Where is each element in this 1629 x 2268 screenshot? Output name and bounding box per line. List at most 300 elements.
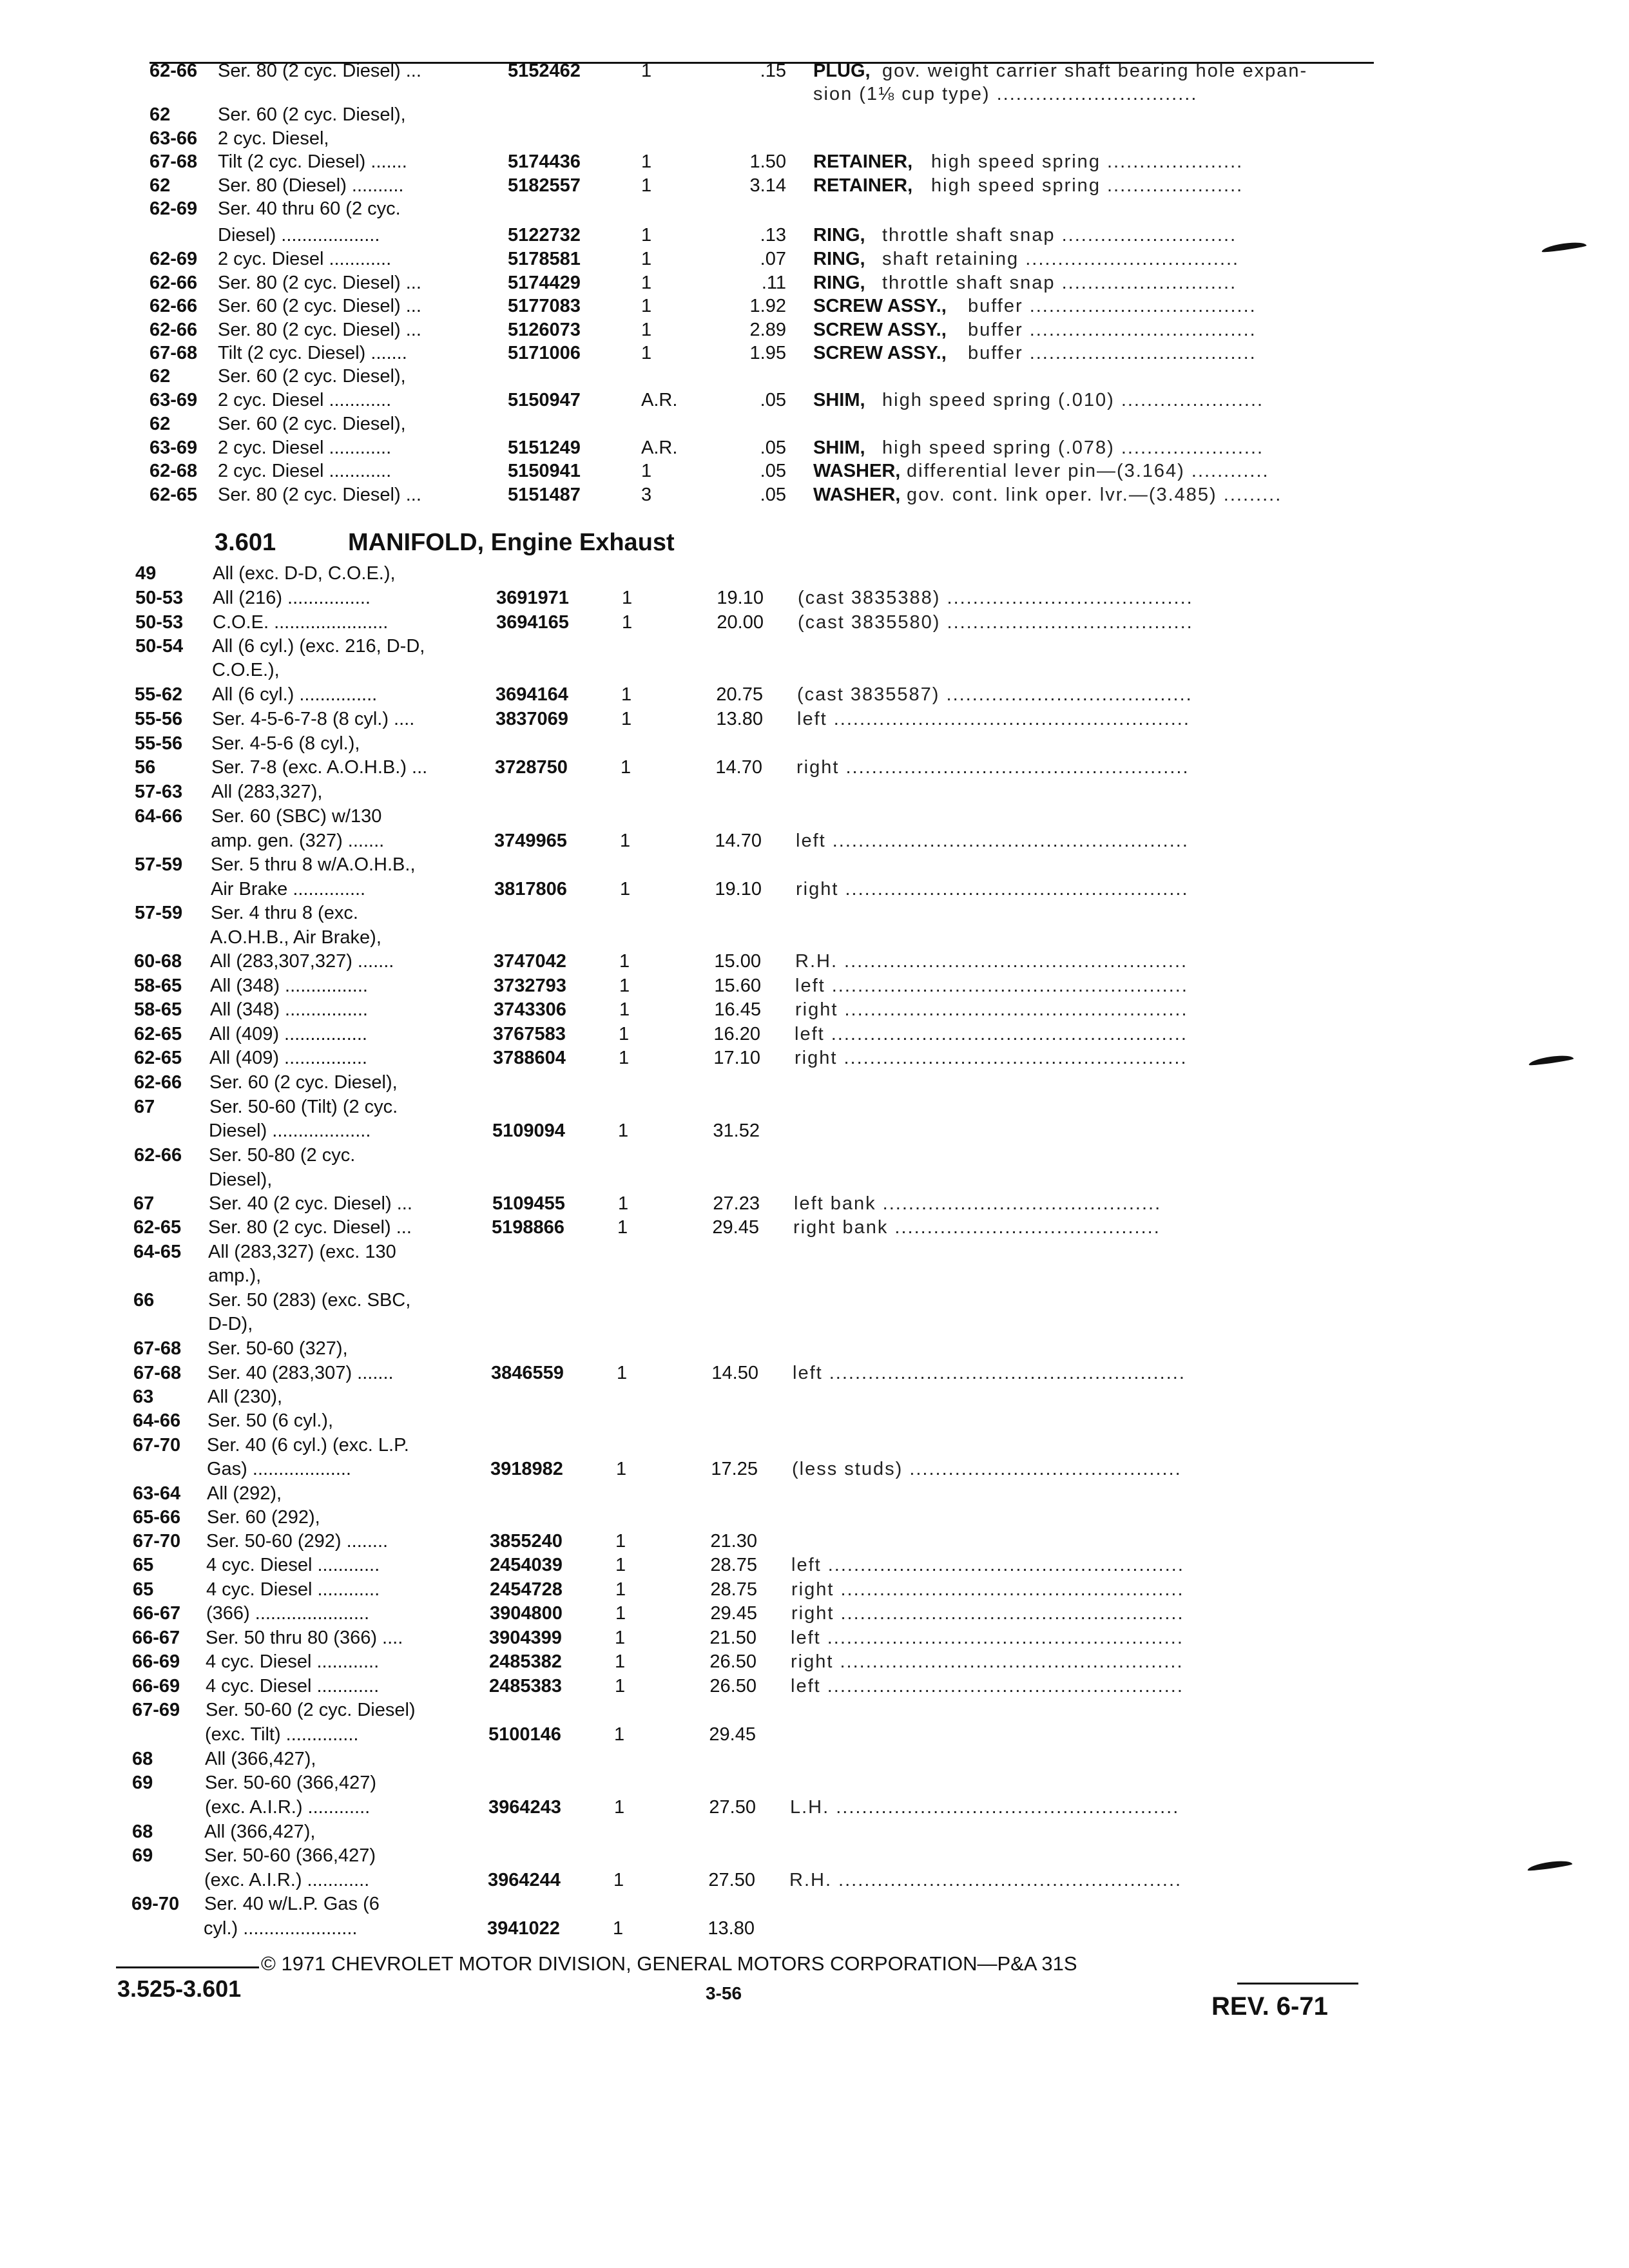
- list-price: 20.00: [717, 612, 764, 633]
- application: D-D),: [208, 1314, 253, 1334]
- model-years: 67-70: [133, 1531, 181, 1552]
- part-number: 5177083: [508, 296, 581, 316]
- parts-row: [0, 926, 1629, 949]
- application: All (366,427),: [204, 1821, 316, 1842]
- model-years: 57-59: [135, 903, 183, 923]
- parts-row: [0, 974, 1629, 997]
- application: Ser. 50 (6 cyl.),: [207, 1410, 334, 1431]
- application: Ser. 60 (SBC) w/130: [211, 806, 382, 827]
- quantity: 1: [615, 1628, 626, 1648]
- part-number: 3767583: [493, 1024, 566, 1044]
- model-years: 62-65: [133, 1217, 182, 1238]
- part-number: 3732793: [494, 975, 566, 996]
- part-description: right .....................................................: [795, 999, 1188, 1020]
- model-years: 69-70: [131, 1894, 180, 1914]
- part-number: 3691971: [496, 588, 569, 608]
- model-years: 62-66: [149, 320, 198, 340]
- model-years: 68: [132, 1749, 153, 1769]
- list-price: .11: [761, 273, 786, 293]
- part-number: 3904399: [489, 1628, 562, 1648]
- application: Ser. 80 (Diesel) ..........: [218, 175, 404, 196]
- parts-row: [0, 1144, 1629, 1167]
- part-description: gov. cont. link oper. lvr.—(3.485) .........: [907, 485, 1282, 505]
- parts-row: [0, 1434, 1629, 1457]
- application: Ser. 4 thru 8 (exc.: [211, 903, 358, 923]
- parts-row: [0, 950, 1629, 973]
- parts-row: [0, 1095, 1629, 1119]
- part-number: 5151487: [508, 485, 581, 505]
- model-years: 62-65: [149, 485, 198, 505]
- list-price: 3.14: [749, 175, 786, 196]
- part-name: WASHER,: [813, 461, 901, 481]
- application: 2 cyc. Diesel ............: [218, 390, 392, 410]
- quantity: 1: [615, 1603, 626, 1624]
- parts-row: [0, 1698, 1629, 1722]
- quantity: 1: [621, 709, 632, 729]
- parts-row: [0, 586, 1629, 610]
- model-years: 62-65: [134, 1024, 182, 1044]
- model-years: 50-53: [135, 588, 184, 608]
- model-years: 62: [149, 175, 171, 196]
- part-description: high speed spring (.078) ......................: [882, 437, 1264, 458]
- part-number: 3694164: [496, 684, 568, 705]
- part-number: 3855240: [490, 1531, 563, 1552]
- parts-row: [0, 1771, 1629, 1794]
- part-number: 3964244: [488, 1870, 561, 1890]
- application: Ser. 80 (2 cyc. Diesel) ...: [218, 485, 421, 505]
- application: Ser. 80 (2 cyc. Diesel) ...: [218, 273, 421, 293]
- part-description: high speed spring .....................: [931, 151, 1244, 172]
- list-price: 31.52: [713, 1120, 760, 1141]
- model-years: 66-69: [132, 1676, 180, 1696]
- part-description: (cast 3835587) ......................................: [797, 684, 1193, 705]
- part-description: left bank ...........................................: [794, 1193, 1162, 1214]
- model-years: 66-69: [132, 1651, 180, 1672]
- application: 2 cyc. Diesel ............: [218, 461, 392, 481]
- part-number: 3846559: [491, 1363, 564, 1383]
- parts-row: [0, 1650, 1629, 1673]
- quantity: A.R.: [641, 437, 678, 458]
- part-number: 5150947: [508, 390, 581, 410]
- application: 4 cyc. Diesel ............: [206, 1555, 380, 1575]
- part-name: SHIM,: [813, 437, 865, 458]
- quantity: 1: [641, 175, 652, 196]
- quantity: 1: [641, 461, 652, 481]
- model-years: 55-62: [135, 684, 183, 705]
- application: C.O.E. ......................: [213, 612, 389, 633]
- list-price: 13.80: [716, 709, 763, 729]
- parts-row: [0, 1023, 1629, 1046]
- parts-row: [0, 1602, 1629, 1625]
- section-code: 3.601: [215, 529, 276, 556]
- parts-row: [0, 127, 1629, 150]
- part-number: 2485382: [489, 1651, 562, 1672]
- parts-row: [0, 1820, 1629, 1843]
- parts-row: [0, 853, 1629, 876]
- list-price: 19.10: [715, 879, 762, 899]
- application: Ser. 40 (283,307) .......: [207, 1363, 394, 1383]
- parts-row: [0, 271, 1629, 294]
- quantity: 1: [613, 1870, 624, 1890]
- footer-revision: REV. 6-71: [1211, 1992, 1328, 2021]
- model-years: 62-69: [149, 249, 198, 269]
- quantity: 1: [641, 61, 652, 81]
- parts-row: [0, 103, 1629, 126]
- model-years: 68: [132, 1821, 153, 1842]
- quantity: 1: [619, 999, 630, 1020]
- part-name: RING,: [813, 273, 865, 293]
- parts-row: [0, 1409, 1629, 1432]
- list-price: 20.75: [716, 684, 763, 705]
- list-price: 29.45: [709, 1724, 756, 1745]
- model-years: 62-66: [134, 1072, 182, 1093]
- parts-row: [0, 1337, 1629, 1360]
- part-number: 5109455: [492, 1193, 565, 1214]
- list-price: 21.30: [710, 1531, 757, 1552]
- part-number: 2485383: [489, 1676, 562, 1696]
- footer-rule-left: [116, 1966, 259, 1968]
- application: 4 cyc. Diesel ............: [206, 1676, 380, 1696]
- parts-row: [0, 998, 1629, 1021]
- model-years: 67-70: [133, 1435, 181, 1456]
- application: Ser. 60 (292),: [207, 1507, 320, 1528]
- application: 2 cyc. Diesel,: [218, 128, 329, 149]
- application: All (230),: [207, 1387, 283, 1407]
- quantity: 1: [615, 1579, 626, 1600]
- list-price: .05: [760, 437, 786, 458]
- list-price: .05: [760, 390, 786, 410]
- quantity: 1: [613, 1918, 624, 1939]
- model-years: 57-63: [135, 782, 183, 802]
- quantity: 1: [622, 588, 633, 608]
- quantity: 1: [614, 1724, 625, 1745]
- model-years: 63-69: [149, 390, 198, 410]
- application: Ser. 80 (2 cyc. Diesel) ...: [208, 1217, 412, 1238]
- model-years: 67-69: [132, 1700, 180, 1720]
- parts-row: [0, 1264, 1629, 1287]
- application: Ser. 50-60 (366,427): [205, 1773, 377, 1793]
- parts-row: [0, 756, 1629, 779]
- parts-row: [0, 1192, 1629, 1215]
- parts-row: [0, 1071, 1629, 1094]
- parts-row: [0, 59, 1629, 82]
- application: Ser. 4-5-6 (8 cyl.),: [211, 733, 360, 754]
- section-title: MANIFOLD, Engine Exhaust: [348, 529, 675, 556]
- application: Gas) ...................: [207, 1459, 351, 1479]
- list-price: 16.45: [714, 999, 761, 1020]
- quantity: 3: [641, 485, 652, 505]
- parts-row: [0, 707, 1629, 731]
- part-description: R.H. .....................................................: [789, 1870, 1182, 1890]
- quantity: 1: [621, 757, 631, 778]
- model-years: 65-66: [133, 1507, 181, 1528]
- parts-row: [0, 1869, 1629, 1892]
- model-years: 67-68: [133, 1338, 182, 1359]
- model-years: 57-59: [135, 854, 183, 875]
- model-years: 69: [132, 1845, 153, 1866]
- quantity: 1: [619, 975, 630, 996]
- part-description: left .......................................................: [793, 1363, 1186, 1383]
- part-description: buffer ...................................: [968, 296, 1257, 316]
- part-description: right bank .........................................: [793, 1217, 1161, 1238]
- part-number: 3747042: [494, 951, 566, 972]
- part-description: right .....................................................: [796, 879, 1189, 899]
- model-years: 58-65: [134, 975, 182, 996]
- part-description: R.H. .....................................................: [795, 951, 1188, 972]
- part-description: (cast 3835388) ......................................: [798, 588, 1193, 608]
- part-description: left .......................................................: [791, 1628, 1184, 1648]
- quantity: 1: [617, 1217, 628, 1238]
- model-years: 62-69: [149, 198, 198, 219]
- model-years: 62-68: [149, 461, 198, 481]
- application: All (exc. D-D, C.O.E.),: [213, 563, 396, 584]
- part-description: right .....................................................: [791, 1651, 1184, 1672]
- list-price: 16.20: [713, 1024, 760, 1044]
- model-years: 50-54: [135, 636, 184, 657]
- parts-row: [0, 1119, 1629, 1142]
- parts-row: [0, 901, 1629, 925]
- model-years: 55-56: [135, 709, 183, 729]
- part-description: (cast 3835580) ......................................: [798, 612, 1193, 633]
- model-years: 63-64: [133, 1483, 181, 1504]
- part-description: left .......................................................: [791, 1555, 1184, 1575]
- application: Ser. 60 (2 cyc. Diesel) ...: [218, 296, 421, 316]
- parts-row: [0, 247, 1629, 271]
- application: All (409) ................: [209, 1048, 367, 1068]
- application: Ser. 7-8 (exc. A.O.H.B.) ...: [211, 757, 428, 778]
- model-years: 63: [133, 1387, 154, 1407]
- application: amp.),: [208, 1265, 262, 1286]
- list-price: .07: [760, 249, 786, 269]
- application: Ser. 5 thru 8 w/A.O.H.B.,: [211, 854, 416, 875]
- footer-copyright: © 1971 CHEVROLET MOTOR DIVISION, GENERAL MOTORS CORPORATION—P&A 31S: [261, 1952, 1077, 1975]
- parts-row: [0, 658, 1629, 682]
- quantity: 1: [619, 1024, 630, 1044]
- application: All (409) ................: [209, 1024, 367, 1044]
- application: Ser. 4-5-6-7-8 (8 cyl.) ....: [212, 709, 415, 729]
- part-description: right .....................................................: [796, 757, 1190, 778]
- quantity: 1: [615, 1531, 626, 1552]
- application: Ser. 50-60 (366,427): [204, 1845, 376, 1866]
- model-years: 63-69: [149, 437, 198, 458]
- part-description: left .......................................................: [796, 831, 1189, 851]
- part-description: high speed spring (.010) ......................: [882, 390, 1264, 410]
- list-price: 13.80: [708, 1918, 755, 1939]
- list-price: 27.50: [709, 1797, 756, 1818]
- model-years: 67-68: [133, 1363, 182, 1383]
- model-years: 55-56: [135, 733, 183, 754]
- application: Ser. 50-60 (2 cyc. Diesel): [206, 1700, 416, 1720]
- part-description: left .......................................................: [797, 709, 1190, 729]
- parts-row: [0, 318, 1629, 341]
- list-price: 28.75: [710, 1555, 757, 1575]
- parts-row: [0, 197, 1629, 220]
- application: (exc. Tilt) ..............: [205, 1724, 359, 1745]
- part-number: 5171006: [508, 343, 581, 363]
- parts-row: [0, 82, 1629, 106]
- part-number: 5178581: [508, 249, 581, 269]
- part-description: L.H. .....................................................: [790, 1797, 1180, 1818]
- model-years: 50-53: [135, 612, 184, 633]
- list-price: 15.00: [714, 951, 761, 972]
- part-name: SCREW ASSY.,: [813, 320, 947, 340]
- application: All (283,307,327) .......: [210, 951, 394, 972]
- part-description: buffer ...................................: [968, 343, 1257, 363]
- parts-row: [0, 1626, 1629, 1649]
- parts-row: [0, 436, 1629, 459]
- quantity: 1: [616, 1459, 627, 1479]
- list-price: 17.25: [711, 1459, 758, 1479]
- list-price: .05: [760, 485, 786, 505]
- application: All (283,327),: [211, 782, 323, 802]
- model-years: 62-66: [149, 273, 198, 293]
- parts-row: [0, 1530, 1629, 1553]
- part-number: 3918982: [490, 1459, 563, 1479]
- parts-row: [0, 1506, 1629, 1529]
- model-years: 56: [135, 757, 156, 778]
- parts-row: [0, 365, 1629, 388]
- application: Ser. 60 (2 cyc. Diesel),: [209, 1072, 398, 1093]
- part-number: 2454728: [490, 1579, 563, 1600]
- part-name: PLUG,: [813, 61, 871, 81]
- part-description: throttle shaft snap ...........................: [882, 273, 1237, 293]
- application: Diesel) ...................: [209, 1120, 371, 1141]
- application: All (283,327) (exc. 130: [208, 1242, 396, 1262]
- parts-row: [0, 1553, 1629, 1577]
- parts-row: [0, 1892, 1629, 1916]
- quantity: 1: [619, 1048, 630, 1068]
- quantity: 1: [614, 1797, 625, 1818]
- parts-row: [0, 635, 1629, 658]
- quantity: 1: [620, 879, 631, 899]
- part-number: 5152462: [508, 61, 581, 81]
- application: 4 cyc. Diesel ............: [206, 1651, 380, 1672]
- parts-row: [0, 483, 1629, 506]
- application: Air Brake ..............: [211, 879, 366, 899]
- part-number: 3694165: [496, 612, 569, 633]
- part-number: 3788604: [493, 1048, 566, 1068]
- part-number: 3837069: [496, 709, 568, 729]
- model-years: 64-66: [133, 1410, 181, 1431]
- part-description: right .....................................................: [791, 1579, 1184, 1600]
- application: (exc. A.I.R.) ............: [204, 1870, 370, 1890]
- part-number: 5150941: [508, 461, 581, 481]
- list-price: 26.50: [709, 1676, 757, 1696]
- application: Ser. 40 (2 cyc. Diesel) ...: [209, 1193, 412, 1214]
- list-price: 27.23: [713, 1193, 760, 1214]
- part-number: 3964243: [488, 1797, 561, 1818]
- quantity: 1: [641, 273, 652, 293]
- list-price: 21.50: [709, 1628, 757, 1648]
- quantity: 1: [641, 343, 652, 363]
- application: Ser. 50 (283) (exc. SBC,: [208, 1290, 411, 1311]
- model-years: 62-65: [134, 1048, 182, 1068]
- quantity: 1: [622, 612, 633, 633]
- quantity: 1: [641, 151, 652, 172]
- parts-row: [0, 780, 1629, 803]
- application: Ser. 50 thru 80 (366) ....: [206, 1628, 403, 1648]
- parts-row: [0, 805, 1629, 828]
- model-years: 69: [132, 1773, 153, 1793]
- model-years: 62: [149, 104, 171, 125]
- list-price: .13: [760, 225, 786, 245]
- part-description: (less studs) ..........................................: [792, 1459, 1182, 1479]
- part-number: 5122732: [508, 225, 581, 245]
- part-number: 3904800: [490, 1603, 563, 1624]
- list-price: 29.45: [712, 1217, 759, 1238]
- model-years: 67-68: [149, 343, 198, 363]
- parts-row: [0, 459, 1629, 483]
- part-number: 3817806: [494, 879, 567, 899]
- part-number: 5151249: [508, 437, 581, 458]
- part-number: 5100146: [488, 1724, 561, 1745]
- quantity: 1: [641, 320, 652, 340]
- part-description: left .......................................................: [795, 1024, 1188, 1044]
- application: A.O.H.B., Air Brake),: [210, 927, 381, 948]
- model-years: 62-66: [134, 1145, 182, 1166]
- part-description: shaft retaining .................................: [882, 249, 1240, 269]
- application: Ser. 40 thru 60 (2 cyc.: [218, 198, 401, 219]
- part-description: high speed spring .....................: [931, 175, 1244, 196]
- application: Ser. 80 (2 cyc. Diesel) ...: [218, 320, 421, 340]
- footer-page-number: 3-56: [706, 1983, 742, 2003]
- part-name: SCREW ASSY.,: [813, 296, 947, 316]
- application: All (6 cyl.) (exc. 216, D-D,: [212, 636, 425, 657]
- part-name: SHIM,: [813, 390, 865, 410]
- parts-row: [0, 1240, 1629, 1264]
- application: Ser. 50-60 (Tilt) (2 cyc.: [209, 1097, 398, 1117]
- model-years: 63-66: [149, 128, 198, 149]
- parts-row: [0, 389, 1629, 412]
- model-years: 64-65: [133, 1242, 182, 1262]
- application: Ser. 50-80 (2 cyc.: [209, 1145, 356, 1166]
- parts-row: [0, 1482, 1629, 1505]
- quantity: 1: [641, 296, 652, 316]
- quantity: 1: [618, 1193, 629, 1214]
- list-price: 19.10: [717, 588, 764, 608]
- list-price: 1.50: [749, 151, 786, 172]
- list-price: .15: [760, 61, 786, 81]
- application: Ser. 80 (2 cyc. Diesel) ...: [218, 61, 421, 81]
- part-name: SCREW ASSY.,: [813, 343, 947, 363]
- part-name: WASHER,: [813, 485, 901, 505]
- part-number: 5174429: [508, 273, 581, 293]
- part-number: 2454039: [490, 1555, 563, 1575]
- application: cyl.) ......................: [204, 1918, 358, 1939]
- application: All (6 cyl.) ...............: [212, 684, 378, 705]
- parts-row: [0, 1723, 1629, 1746]
- model-years: 66-67: [132, 1628, 180, 1648]
- quantity: 1: [615, 1676, 626, 1696]
- part-number: 3941022: [487, 1918, 560, 1939]
- application: Ser. 60 (2 cyc. Diesel),: [218, 414, 406, 434]
- list-price: 26.50: [709, 1651, 757, 1672]
- application: Tilt (2 cyc. Diesel) .......: [218, 343, 407, 363]
- part-description: right .....................................................: [795, 1048, 1188, 1068]
- part-name: RETAINER,: [813, 175, 913, 196]
- parts-row: [0, 1312, 1629, 1336]
- model-years: 66: [133, 1290, 155, 1311]
- part-number: 5109094: [492, 1120, 565, 1141]
- application: Diesel) ...................: [218, 225, 380, 245]
- parts-row: [0, 1747, 1629, 1771]
- application: (exc. A.I.R.) ............: [205, 1797, 371, 1818]
- application: Diesel),: [209, 1169, 273, 1190]
- model-years: 64-66: [135, 806, 183, 827]
- list-price: 1.95: [749, 343, 786, 363]
- application: Ser. 40 (6 cyl.) (exc. L.P.: [207, 1435, 409, 1456]
- quantity: 1: [620, 831, 631, 851]
